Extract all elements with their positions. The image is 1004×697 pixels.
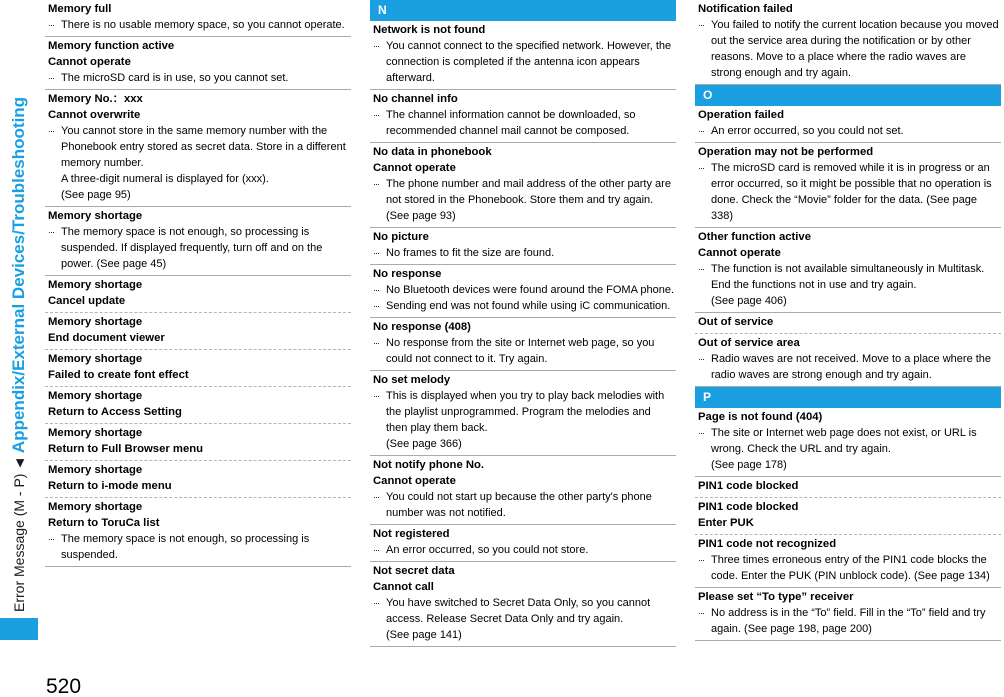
error-description xyxy=(373,595,674,643)
description-text: The function is not available simultaneously in Multitask. End the functions not in use and try again. xyxy=(711,263,985,291)
ellipsis-marker: ··· xyxy=(698,126,704,136)
error-message-title: Cannot call xyxy=(373,581,434,593)
error-description xyxy=(48,531,349,563)
description-text: The site or Internet web page does not exist, or URL is wrong. Check the URL and try again. xyxy=(711,427,977,455)
error-entry xyxy=(695,106,1001,143)
error-message-title: Not notify phone No. xyxy=(373,459,485,471)
error-entry xyxy=(370,228,676,265)
column-1 xyxy=(45,0,351,567)
error-entry xyxy=(695,228,1001,313)
ellipsis-marker: ··· xyxy=(373,492,379,502)
error-entry xyxy=(695,588,1001,641)
error-entry xyxy=(45,387,351,424)
error-entry xyxy=(370,525,676,562)
description-text: The memory space is not enough, so processing is suspended. xyxy=(61,533,310,561)
description-text: No frames to fit the size are found. xyxy=(386,247,555,259)
error-description xyxy=(698,351,999,383)
description-text: You could not start up because the other party's phone number was not notified. xyxy=(386,491,652,519)
ellipsis-marker: ··· xyxy=(373,545,379,555)
error-message-title: PIN1 code blocked xyxy=(698,501,799,513)
error-entry xyxy=(45,424,351,461)
ellipsis-marker: ··· xyxy=(48,227,54,237)
description-text: No Bluetooth devices were found around the FOMA phone. xyxy=(386,284,675,296)
error-entry xyxy=(695,477,1001,498)
error-description xyxy=(373,107,674,139)
error-description xyxy=(373,176,674,224)
error-description xyxy=(373,282,674,298)
error-message-title: No data in phonebook xyxy=(373,146,492,158)
description-text: Radio waves are not received. Move to a place where the radio waves are strong enough and try again. xyxy=(711,353,992,381)
ellipsis-marker: ··· xyxy=(48,73,54,83)
error-entry xyxy=(45,37,351,90)
error-message-title: Not secret data xyxy=(373,565,455,577)
error-message-title: Cannot operate xyxy=(373,475,456,487)
ellipsis-marker: ··· xyxy=(373,110,379,120)
error-description xyxy=(48,123,349,203)
error-description xyxy=(698,123,999,139)
error-message-title: Cannot operate xyxy=(48,56,131,68)
error-message-title: Memory shortage xyxy=(48,353,143,365)
error-entry xyxy=(45,276,351,313)
error-entry xyxy=(695,334,1001,387)
description-text: The channel information cannot be downloaded, so recommended channel mail cannot be composed. xyxy=(386,109,636,137)
error-entry xyxy=(370,371,676,456)
description-text: You failed to notify the current location because you moved out the service area during the notification or by other reasons. Move to a place where the radio waves are strong enough and try again. xyxy=(711,19,999,79)
error-message-title: No channel info xyxy=(373,93,458,105)
error-entry xyxy=(45,498,351,567)
ellipsis-marker: ··· xyxy=(373,41,379,51)
ellipsis-marker: ··· xyxy=(373,179,379,189)
error-message-title: Not registered xyxy=(373,528,450,540)
error-description xyxy=(373,245,674,261)
error-description xyxy=(698,261,999,309)
ellipsis-marker: ··· xyxy=(373,338,379,348)
error-entry xyxy=(695,498,1001,535)
error-message-title: Cancel update xyxy=(48,295,126,307)
error-description xyxy=(373,298,674,314)
description-text: The phone number and mail address of the other party are not stored in the Phonebook. Store them and try again. (See page 93) xyxy=(386,178,671,222)
ellipsis-marker: ··· xyxy=(373,248,379,258)
description-text: The microSD card is in use, so you cannot set. xyxy=(61,72,289,84)
error-entry xyxy=(695,408,1001,477)
error-description xyxy=(698,160,999,224)
ellipsis-marker: ··· xyxy=(698,608,704,618)
error-entry xyxy=(45,313,351,350)
error-message-title: Memory shortage xyxy=(48,427,143,439)
error-message-title: Return to i-mode menu xyxy=(48,480,172,492)
error-entry xyxy=(370,456,676,525)
description-text: Sending end was not found while using iC communication. xyxy=(386,300,671,312)
description-note: (See page 178) xyxy=(711,459,787,471)
description-note: (See page 95) xyxy=(61,189,131,201)
error-message-title: Out of service xyxy=(698,316,774,328)
error-message-title: Operation may not be performed xyxy=(698,146,874,158)
error-message-title: Cannot operate xyxy=(373,162,456,174)
error-message-title: PIN1 code not recognized xyxy=(698,538,837,550)
error-description xyxy=(698,425,999,473)
error-entry xyxy=(695,143,1001,228)
error-entry xyxy=(370,265,676,318)
sidebar-tab-marker xyxy=(0,618,38,640)
error-message-title: Other function active xyxy=(698,231,811,243)
error-description xyxy=(373,388,674,452)
error-entry xyxy=(695,535,1001,588)
running-header xyxy=(4,2,34,612)
ellipsis-marker: ··· xyxy=(698,163,704,173)
error-message-title: Page is not found (404) xyxy=(698,411,823,423)
ellipsis-marker: ··· xyxy=(698,428,704,438)
error-message-title: No response (408) xyxy=(373,321,471,333)
error-message-title: No picture xyxy=(373,231,429,243)
section-letter-header: O xyxy=(695,85,1001,106)
description-note: (See page 141) xyxy=(386,629,462,641)
error-message-title: No set melody xyxy=(373,374,451,386)
error-message-title: Operation failed xyxy=(698,109,784,121)
error-message-title: Return to Access Setting xyxy=(48,406,182,418)
description-text: You have switched to Secret Data Only, so you cannot access. Release Secret Data Only and try again. xyxy=(386,597,651,625)
error-description xyxy=(48,70,349,86)
error-message-title: Memory full xyxy=(48,3,112,15)
error-description xyxy=(48,17,349,33)
error-description xyxy=(48,224,349,272)
ellipsis-marker: ··· xyxy=(373,285,379,295)
description-text: The memory space is not enough, so processing is suspended. If displayed frequently, turn off and on the power. (See page 45) xyxy=(61,226,323,270)
error-message-title: Memory No.：xxx xyxy=(48,93,143,105)
error-message-title: Memory shortage xyxy=(48,279,143,291)
error-description xyxy=(698,552,999,584)
error-message-title: Memory shortage xyxy=(48,210,143,222)
error-message-title: Please set “To type” receiver xyxy=(698,591,854,603)
description-note: (See page 366) xyxy=(386,438,462,450)
error-entry xyxy=(45,90,351,207)
error-entry xyxy=(370,562,676,647)
ellipsis-marker: ··· xyxy=(373,598,379,608)
sidebar xyxy=(0,0,38,697)
column-2 xyxy=(370,0,676,647)
error-message-title: Return to Full Browser menu xyxy=(48,443,204,455)
description-text: An error occurred, so you could not set. xyxy=(711,125,904,137)
description-note: (See page 406) xyxy=(711,295,787,307)
error-message-title: Memory shortage xyxy=(48,464,143,476)
error-message-title: Cannot operate xyxy=(698,247,781,259)
error-description xyxy=(373,335,674,367)
ellipsis-marker: ··· xyxy=(48,534,54,544)
description-text: An error occurred, so you could not store. xyxy=(386,544,589,556)
error-entry xyxy=(695,0,1001,85)
error-message-title: Network is not found xyxy=(373,24,486,36)
error-entry xyxy=(370,21,676,90)
error-entry xyxy=(45,461,351,498)
description-text: No response from the site or Internet web page, so you could not connect to it. Try again. xyxy=(386,337,655,365)
description-text: You cannot store in the same memory number with the Phonebook entry stored as secret data. Store in a different memory number. xyxy=(61,125,346,169)
error-entry xyxy=(370,90,676,143)
error-entry xyxy=(45,207,351,276)
error-message-title: Cannot overwrite xyxy=(48,109,141,121)
ellipsis-marker: ··· xyxy=(698,354,704,364)
description-text: This is displayed when you try to play back melodies with the playlist unprogrammed. Program the melodies and then play them back. xyxy=(386,390,665,434)
section-letter-header: N xyxy=(370,0,676,21)
error-message-title: PIN1 code blocked xyxy=(698,480,799,492)
ellipsis-marker: ··· xyxy=(48,126,54,136)
error-message-title: Memory shortage xyxy=(48,316,143,328)
section-letter-header: P xyxy=(695,387,1001,408)
error-entry xyxy=(45,0,351,37)
error-message-title: Memory shortage xyxy=(48,501,143,513)
error-message-title: Enter PUK xyxy=(698,517,754,529)
error-entry xyxy=(695,313,1001,334)
error-entry xyxy=(45,350,351,387)
description-text: No address is in the “To” field. Fill in the “To” field and try again. (See page 198, page 200) xyxy=(711,607,986,635)
chapter-title: Appendix/External Devices/Troubleshooting xyxy=(9,96,28,454)
error-message-title: End document viewer xyxy=(48,332,165,344)
error-message-title: No response xyxy=(373,268,442,280)
ellipsis-marker: ··· xyxy=(698,264,704,274)
error-message-title: Memory shortage xyxy=(48,390,143,402)
description-note: A three-digit numeral is displayed for (xxx). xyxy=(61,173,269,185)
column-3 xyxy=(695,0,1001,641)
error-description xyxy=(698,17,999,81)
page-number: 520 xyxy=(46,675,82,697)
error-description xyxy=(373,38,674,86)
error-description xyxy=(373,542,674,558)
error-entry xyxy=(370,143,676,228)
description-text: There is no usable memory space, so you cannot operate. xyxy=(61,19,345,31)
error-description xyxy=(698,605,999,637)
description-text: The microSD card is removed while it is in progress or an error occurred, so it might be possible that no operation is done. Check the “Movie” folder for the data. (See page 338) xyxy=(711,162,992,222)
ellipsis-marker: ··· xyxy=(698,20,704,30)
error-message-title: Return to ToruCa list xyxy=(48,517,160,529)
ellipsis-marker: ··· xyxy=(48,20,54,30)
triangle-icon: ◀ xyxy=(13,459,26,468)
error-message-title: Memory function active xyxy=(48,40,175,52)
ellipsis-marker: ··· xyxy=(698,555,704,565)
description-text: Three times erroneous entry of the PIN1 code blocks the code. Enter the PUK (PIN unblock code). (See page 134) xyxy=(711,554,990,582)
description-text: You cannot connect to the specified network. However, the connection is completed if the antenna icon appears afterward. xyxy=(386,40,672,84)
section-title: Error Message (M - P) xyxy=(11,473,27,612)
ellipsis-marker: ··· xyxy=(373,301,379,311)
error-description xyxy=(373,489,674,521)
error-message-title: Failed to create font effect xyxy=(48,369,189,381)
error-message-title: Notification failed xyxy=(698,3,793,15)
error-message-title: Out of service area xyxy=(698,337,800,349)
ellipsis-marker: ··· xyxy=(373,391,379,401)
error-entry xyxy=(370,318,676,371)
